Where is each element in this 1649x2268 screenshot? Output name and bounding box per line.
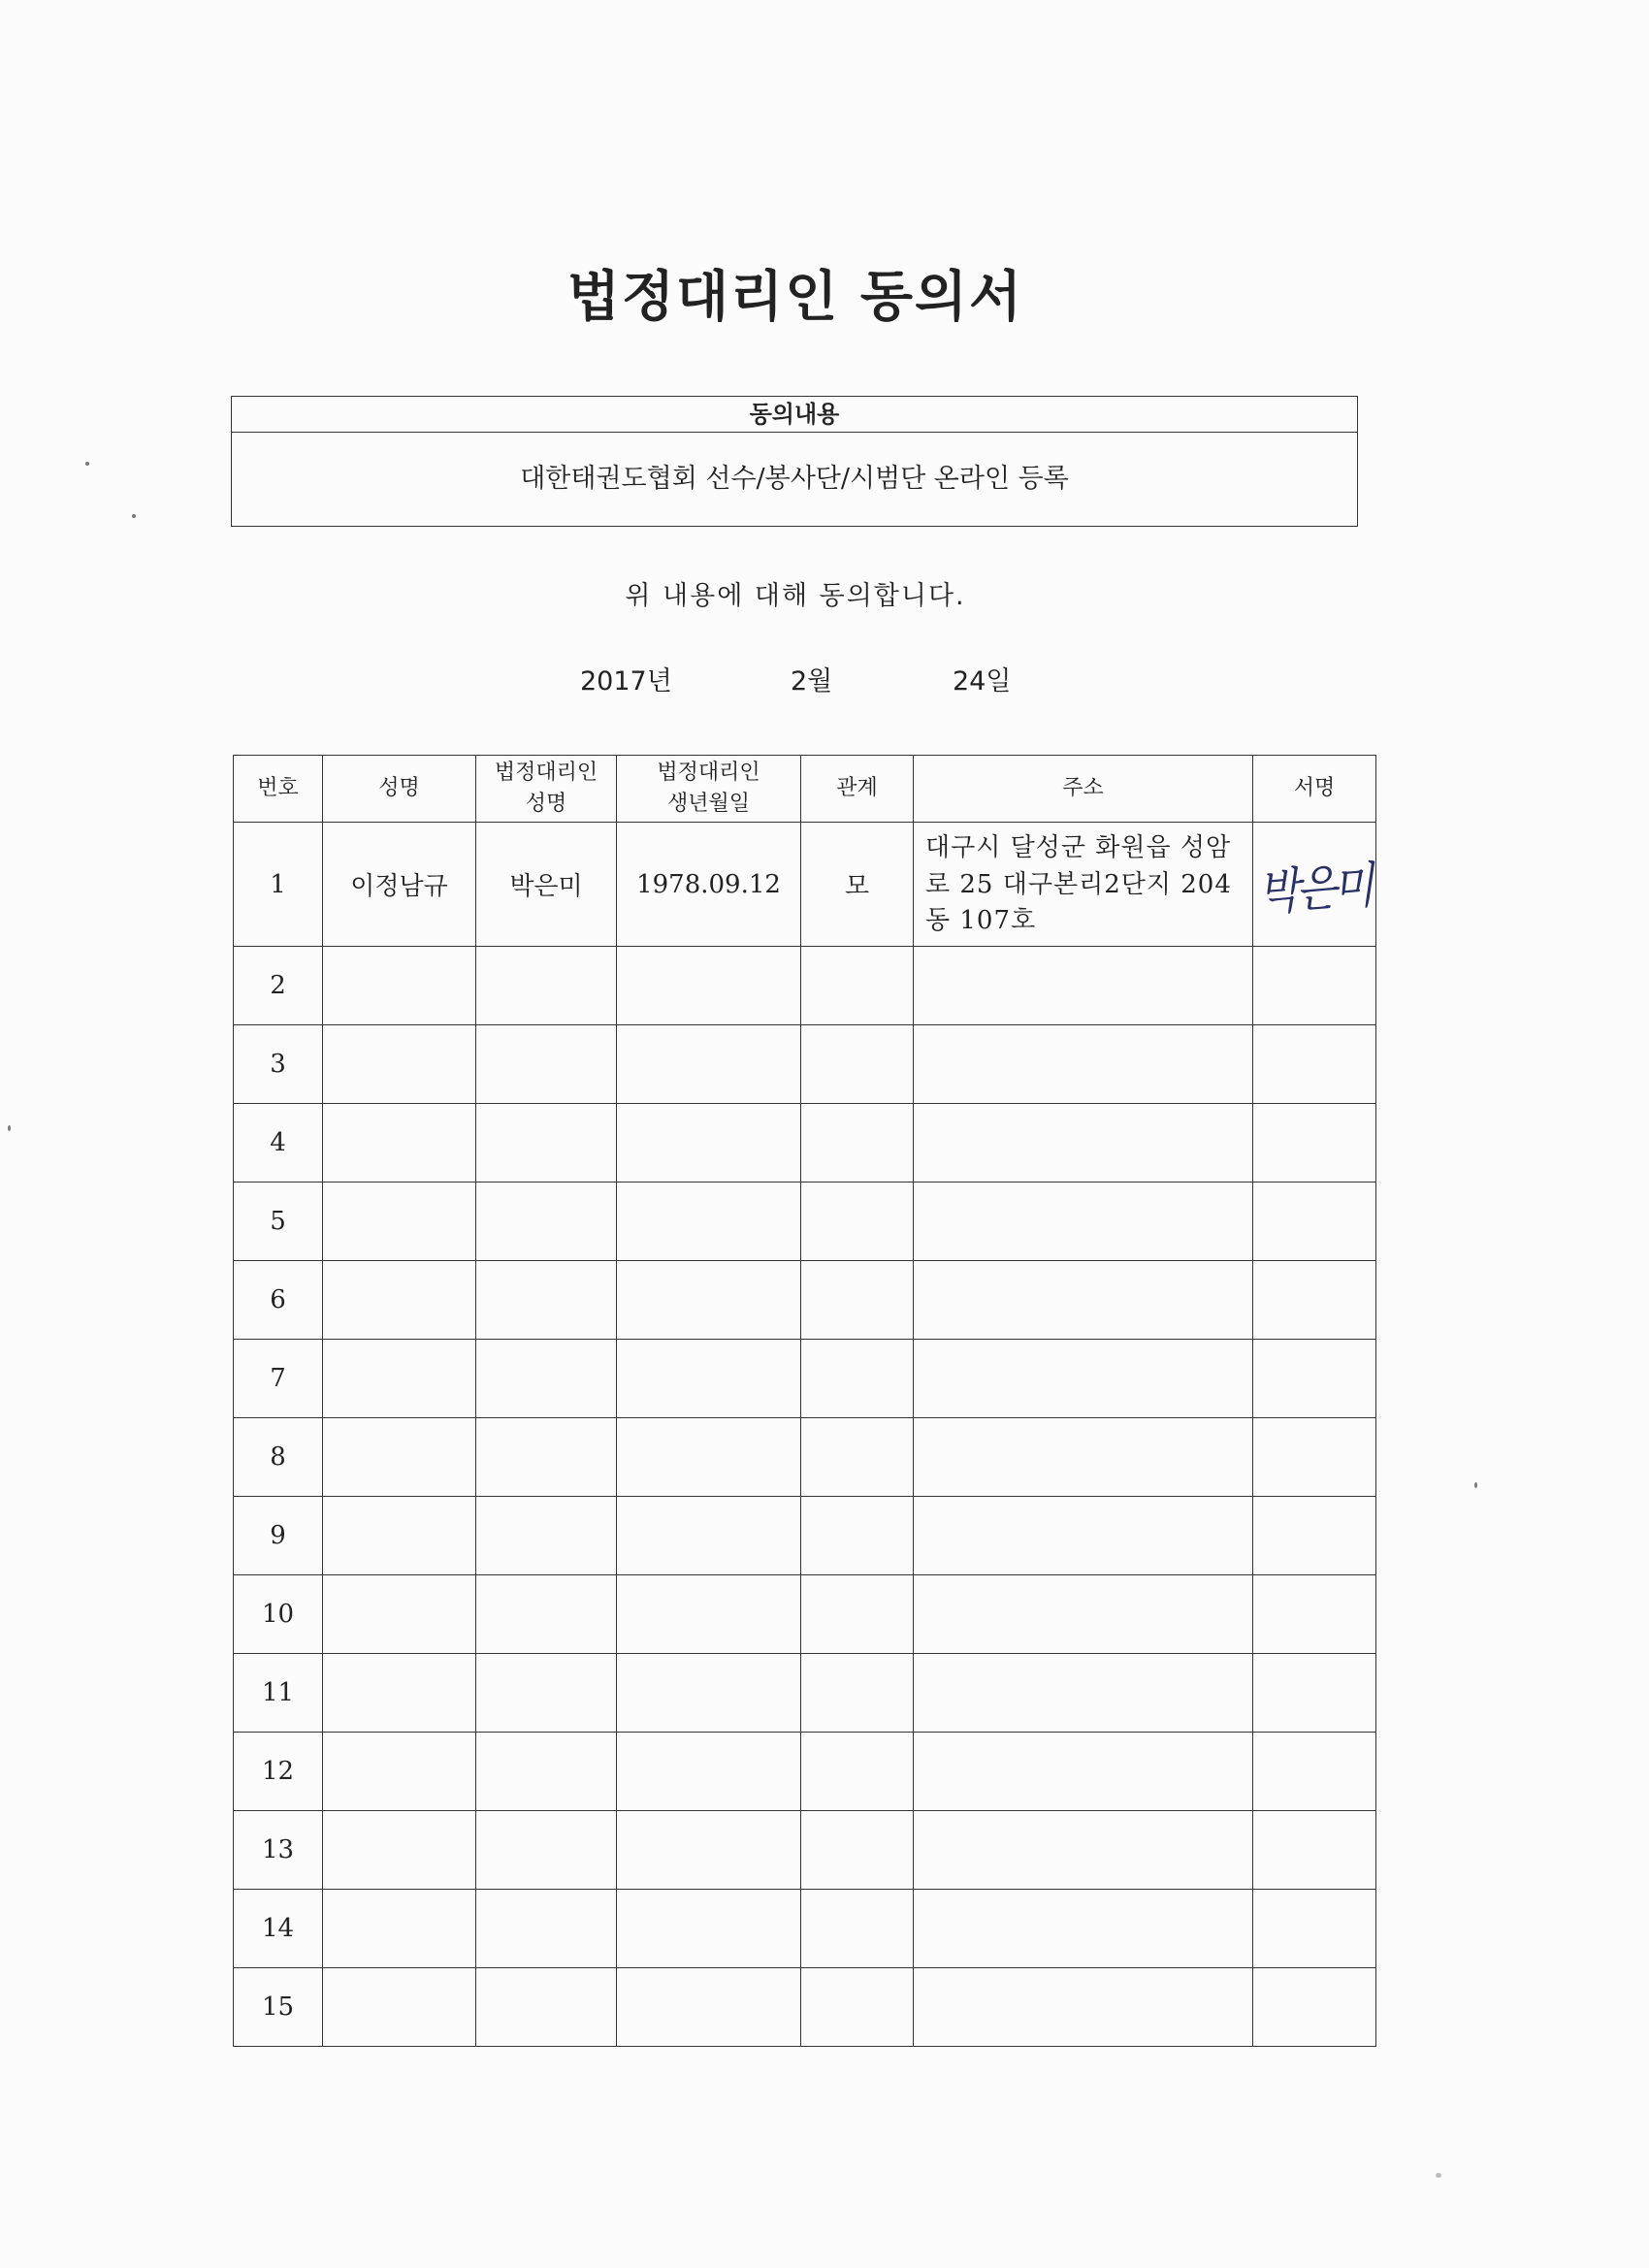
row-signature-cell — [1253, 823, 1376, 947]
row-guardian-birth: 1978.09.12 — [617, 823, 801, 947]
table-row — [234, 1968, 1376, 2047]
consent-header: 동의내용 — [232, 397, 1357, 433]
scan-speck — [1436, 2173, 1441, 2178]
row-name: 이정남규 — [323, 823, 476, 947]
table-row — [234, 1733, 1376, 1811]
document-title: 법정대리인 동의서 — [566, 266, 1024, 329]
row-no: 1 — [234, 823, 323, 947]
row-no: 12 — [234, 1733, 323, 1811]
table-row — [234, 1418, 1376, 1497]
row-no: 7 — [234, 1340, 323, 1418]
row-guardian-name: 박은미 — [476, 823, 617, 947]
row-relation: 모 — [801, 823, 914, 947]
header-no: 번호 — [234, 756, 323, 823]
row-no: 4 — [234, 1104, 323, 1183]
row-no: 5 — [234, 1183, 323, 1261]
header-guardian-name: 법정대리인 성명 — [476, 756, 617, 823]
table-row — [234, 1340, 1376, 1418]
header-guardian-birth: 법정대리인 생년월일 — [617, 756, 801, 823]
header-signature: 서명 — [1253, 756, 1376, 823]
table-row — [234, 1497, 1376, 1575]
row-no: 11 — [234, 1654, 323, 1733]
header-relation: 관계 — [801, 756, 914, 823]
scan-speck — [132, 514, 136, 518]
table-row — [234, 1183, 1376, 1261]
scan-speck — [85, 462, 89, 466]
row-address: 대구시 달성군 화원읍 성암로 25 대구본리2단지 204동 107호 — [914, 823, 1253, 947]
table-row — [234, 1811, 1376, 1890]
row-no: 8 — [234, 1418, 323, 1497]
row-no: 2 — [234, 947, 323, 1025]
header-name: 성명 — [323, 756, 476, 823]
scan-speck — [8, 1125, 11, 1131]
date-day: 24일 — [953, 666, 1012, 697]
header-address: 주소 — [914, 756, 1253, 823]
consent-content-box — [231, 396, 1358, 527]
table-row — [234, 823, 1376, 947]
table-row — [234, 947, 1376, 1025]
row-no: 15 — [234, 1968, 323, 2047]
agreement-text: 위 내용에 대해 동의합니다. — [625, 581, 966, 611]
table-row — [234, 1575, 1376, 1654]
row-no: 10 — [234, 1575, 323, 1654]
table-row — [234, 1654, 1376, 1733]
row-no: 6 — [234, 1261, 323, 1340]
guardian-roster-table — [233, 755, 1376, 2047]
row-no: 14 — [234, 1890, 323, 1968]
table-row — [234, 1025, 1376, 1104]
scan-speck — [1474, 1482, 1477, 1488]
table-row — [234, 1104, 1376, 1183]
table-header-row — [234, 756, 1376, 823]
handwritten-signature: 박은미 — [1256, 857, 1374, 922]
table-row — [234, 1261, 1376, 1340]
date-year: 2017년 — [580, 666, 672, 697]
row-no: 9 — [234, 1497, 323, 1575]
date-month: 2월 — [791, 666, 833, 697]
consent-content: 대한태권도협회 선수/봉사단/시범단 온라인 등록 — [520, 464, 1069, 494]
row-no: 13 — [234, 1811, 323, 1890]
table-row — [234, 1890, 1376, 1968]
row-no: 3 — [234, 1025, 323, 1104]
